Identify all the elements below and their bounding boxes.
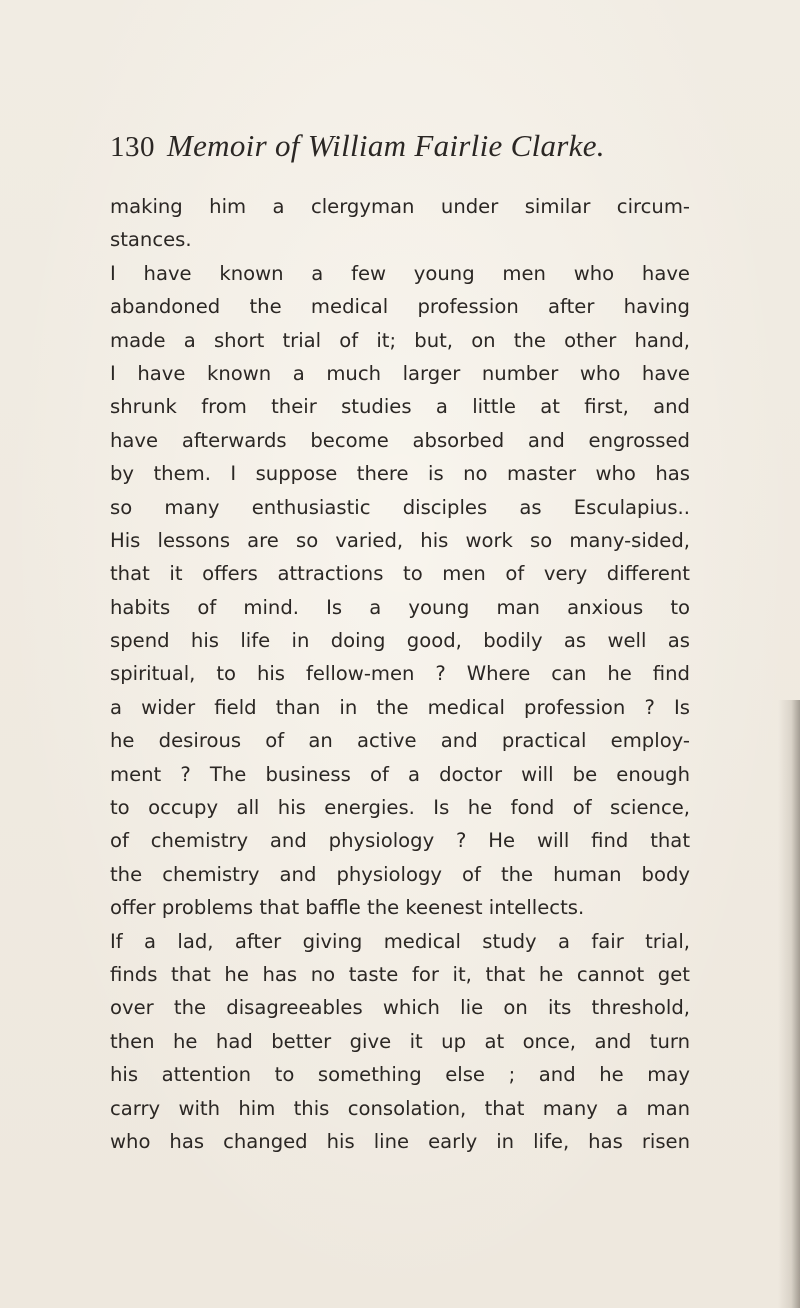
text-line: have afterwards become absorbed and engrossed <box>110 428 690 452</box>
text-line: abandoned the medical profession after having <box>110 295 690 319</box>
text-line: finds that he has no taste for it, that he cannot get <box>110 962 690 986</box>
text-line: shrunk from their studies a little at first, and <box>110 395 690 419</box>
page-number: 130 <box>110 131 155 163</box>
text-line: so many enthusiastic disciples as Esculapius.. <box>110 495 690 519</box>
text-line: offer problems that baffle the keenest intellects. <box>110 896 585 920</box>
text-line: he desirous of an active and practical employ- <box>110 729 690 753</box>
text-line: carry with him this consolation, that many a man <box>110 1096 690 1120</box>
text-line: ment ? The business of a doctor will be enough <box>110 762 690 786</box>
text-line: If a lad, after giving medical study a fair trial, <box>110 929 690 953</box>
text-line: I have known a much larger number who have <box>110 361 690 385</box>
page-edge-shadow <box>778 700 800 1308</box>
running-head-title: Memoir of William Fairlie Clarke. <box>167 128 605 163</box>
text-line: the chemistry and physiology of the human body <box>110 862 690 886</box>
text-line: spend his life in doing good, bodily as well as <box>110 629 690 653</box>
text-line: to occupy all his energies. Is he fond of science, <box>110 796 690 820</box>
text-line: spiritual, to his fellow-men ? Where can he find <box>110 662 690 686</box>
text-line: that it offers attractions to men of very different <box>110 562 690 586</box>
text-line: who has changed his line early in life, has risen <box>110 1129 690 1153</box>
text-line: habits of mind. Is a young man anxious to <box>110 595 690 619</box>
text-line: his attention to something else ; and he may <box>110 1063 690 1087</box>
text-line: making him a clergyman under similar circum- <box>110 195 690 218</box>
text-line: over the disagreeables which lie on its threshold, <box>110 996 690 1020</box>
text-line: by them. I suppose there is no master who has <box>110 462 690 486</box>
text-line: a wider field than in the medical profession ? Is <box>110 695 690 719</box>
body-text <box>110 190 690 1158</box>
text-line: then he had better give it up at once, and turn <box>110 1029 690 1053</box>
text-line: I have known a few young men who have <box>110 261 690 285</box>
text-line: stances. <box>110 228 192 252</box>
running-head <box>110 128 710 172</box>
text-line: made a short trial of it; but, on the other hand, <box>110 328 690 352</box>
text-line: His lessons are so varied, his work so many-sided, <box>110 528 690 552</box>
text-line: of chemistry and physiology ? He will find that <box>110 829 690 853</box>
